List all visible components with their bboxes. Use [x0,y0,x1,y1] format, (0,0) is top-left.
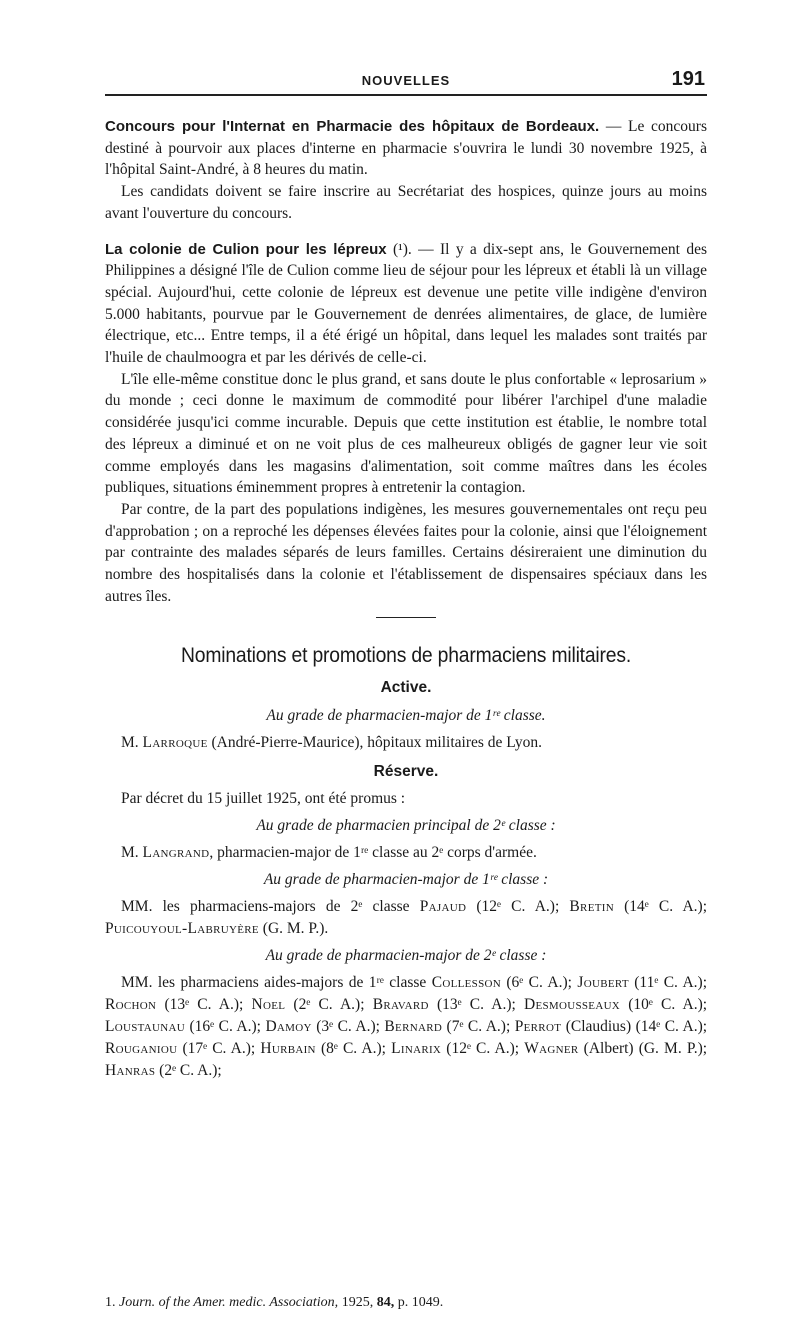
footnote-number: 1. [105,1295,116,1310]
running-head-title: NOUVELLES [361,73,451,88]
running-head [105,68,707,96]
article-1-text-1: — Le concours destiné à pourvoir aux places d'interne en pharmacie s'ouvrira le lundi 30 novembre 1925, à l'hôpital Saint-André, à 8 heures du matin. [105,118,707,179]
reserve-decree: Par décret du 15 juillet 1925, ont été promus : [121,790,406,808]
entry-text: (10ᵉ C. A.); [628,996,708,1014]
honorific: M. [121,844,139,862]
person-name: Desmousseaux [523,996,621,1014]
person-name: Rouganiou [105,1040,178,1058]
footnote-year: 1925, [341,1295,374,1310]
spacer [105,225,707,239]
reserve-grade-3: Au grade de pharmacien-major de 2ᵉ classe : [265,947,547,965]
person-name: Linarix [391,1040,442,1058]
footnote-reference[interactable]: (¹). [392,240,412,258]
article-2-paragraph-2: L'île elle-même constitue donc le plus grand, et sans doute le plus confortable « leprosarium » du monde ; ceci donne le maximum de commodité pour libérer l'archipel d'une maladie considérée jusqu'ici comme incurable. Depuis que cette institution est établie, le nombre total des lépreux a diminué et on ne voit plus de ces malheureux obligés de gagner leur vie soit comme employés dans les magasins d'alimentation, soit comme maîtres dans les écoles publiques, situations éminemment propres à entretenir la contagion. [105,370,707,497]
person-name: Damoy [265,1018,312,1036]
page-number: 191 [671,68,705,90]
entry-text: (Claudius) (14ᵉ C. A.); [565,1018,708,1036]
entry-text: (3ᵉ C. A.); [316,1018,380,1036]
person-name: Hanras [105,1062,156,1080]
entry-text: (7ᵉ C. A.); [446,1018,511,1036]
person-name: Pajaud [419,898,467,916]
person-name: Hurbain [260,1040,316,1058]
entry-text: (G. M. P.). [262,920,329,938]
entry-text: (André-Pierre-Maurice), hôpitaux militaires de Lyon. [211,734,543,752]
person-name: Loustaunau [105,1018,186,1036]
entry-text: (17ᵉ C. A.); [182,1040,256,1058]
person-name: Bretin [569,898,614,916]
section-divider [376,617,436,618]
person-name: Langrand [142,844,210,862]
reserve-grade-2: Au grade de pharmacien-major de 1ʳᵉ classe : [263,871,549,889]
entry-text: (11ᵉ C. A.); [634,974,708,992]
footnote-journal: Journ. of the Amer. medic. Association, [119,1295,339,1310]
entry-text: (16ᵉ C. A.); [189,1018,261,1036]
reserve-entry-2 [105,896,707,940]
article-2-text-1: — Il y a dix-sept ans, le Gouvernement des Philippines a désigné l'île de Culion comme lieu de séjour pour les lépreux et établi là un village spécial. Aujourd'hui, cette colonie de lépreux est devenue une petite ville indigène d'environ 5.000 habitants, pourvue par le Gouvernement de denrées alimentaires, de glace, de lumière électrique, etc... Entre temps, il a été érigé un hôpital, dans lequel les malades sont traités par l'huile de chaulmoogra et par les dérivés de celle-ci. [105,240,708,367]
article-2-paragraph-3: Par contre, de la part des populations indigènes, les mesures gouvernementales ont reçu peu d'approbation ; on a reproché les dépenses élevées faites pour la colonie, ainsi que l'éloignement par contrainte des malades séparés de leurs familles. Certains désireraient une diminution du nombre des hospitalisés dans la colonie et l'établissement de dispensaires spéciaux dans les autres îles. [105,500,707,605]
article-1-paragraph-2: Les candidats doivent se faire inscrire au Secrétariat des hospices, quinze jours au moins avant l'ouverture du concours. [105,183,707,222]
person-name: Joubert [577,974,629,992]
entry-text: (Albert) (G. M. P.); [583,1040,708,1058]
footnote [105,1294,707,1312]
entry-text: (8ᵉ C. A.); [320,1040,386,1058]
person-name: Collesson [431,974,501,992]
person-name: Perrot [514,1018,562,1036]
person-name: Larroque [142,734,208,752]
active-grade: Au grade de pharmacien-major de 1ʳᵉ classe. [266,707,546,725]
entry-text: (2ᵉ C. A.); [159,1062,222,1080]
person-name: Rochon [105,996,157,1014]
nominations-title: Nominations et promotions de pharmaciens militaires. [180,644,632,668]
entry-text: (12ᵉ C. A.); [476,898,560,916]
entry-text: (12ᵉ C. A.); [446,1040,520,1058]
entry-text: (13ᵉ C. A.); [164,996,244,1014]
footnote-volume: 84, [376,1295,395,1310]
entry-text: MM. les pharmaciens-majors de 2ᵉ classe [121,898,410,916]
person-name: Bravard [372,996,429,1014]
person-name: Noel [251,996,286,1014]
article-2-paragraph-1 [105,239,707,369]
reserve-entry-1 [105,842,707,864]
person-name: Bernard [384,1018,443,1036]
honorific: M. [121,734,139,752]
person-name: Wagner [524,1040,579,1058]
reserve-entry-3 [105,972,707,1082]
body-text [105,116,707,1082]
entry-text: , pharmacien-major de 1ʳᵉ classe au 2ᵉ corps d'armée. [209,844,537,862]
entry-text: (13ᵉ C. A.); [436,996,516,1014]
active-entry [105,732,707,754]
reserve-grade-1: Au grade de pharmacien principal de 2ᵉ classe : [256,817,556,835]
footnote-page: p. 1049. [397,1295,444,1310]
entry-text: (6ᵉ C. A.); [506,974,572,992]
entry-text: (2ᵉ C. A.); [293,996,365,1014]
article-2-title: La colonie de Culion pour les lépreux [105,240,387,258]
reserve-heading: Réserve. [373,763,439,781]
entry-text: (14ᵉ C. A.); [624,898,707,916]
article-1-title: Concours pour l'Internat en Pharmacie des hôpitaux de Bordeaux. [105,118,600,135]
article-1-paragraph-1 [105,116,707,181]
person-name: Puicouyoul-Labruyère [105,920,259,938]
entry-text: MM. les pharmaciens aides-majors de 1ʳᵉ classe [121,974,427,992]
active-heading: Active. [380,679,432,697]
